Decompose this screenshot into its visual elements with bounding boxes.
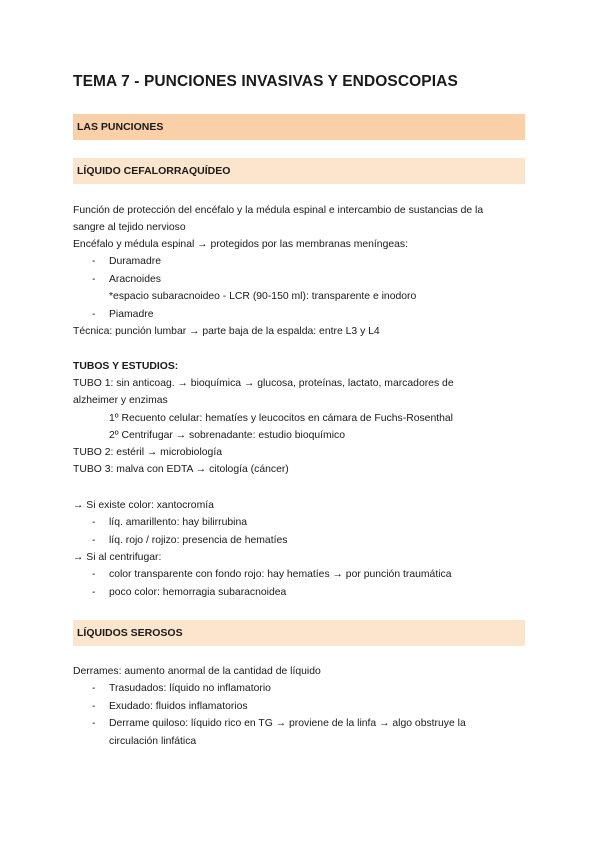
tubo1-step-1: 1º Recuento celular: hematíes y leucocitos en cámara de Fuchs-Rosenthal xyxy=(109,413,453,424)
serosos-item-trasudados: Trasudados: líquido no inflamatorio xyxy=(109,683,271,694)
centrifugar-item-poco-color: poco color: hemorragia subaracnoidea xyxy=(109,587,287,598)
tubo2-line: TUBO 2: estéril → microbiología xyxy=(73,447,222,458)
list-bullet: - xyxy=(92,274,96,285)
color-intro: → Si existe color: xantocromía xyxy=(73,500,214,511)
list-item-aracnoides: Aracnoides xyxy=(109,274,161,285)
list-bullet: - xyxy=(92,718,96,729)
section-header-serosos: LÍQUIDOS SEROSOS xyxy=(73,620,525,646)
serosos-item-exudado: Exudado: fluidos inflamatorios xyxy=(109,701,248,712)
list-bullet: - xyxy=(92,683,96,694)
centrifugar-item-transparente: color transparente con fondo rojo: hay hematíes → por punción traumática xyxy=(109,569,452,580)
tubo1-step-2: 2º Centrifugar → sobrenadante: estudio bioquímico xyxy=(109,430,345,441)
color-item-amarillento: líq. amarillento: hay bilirrubina xyxy=(109,517,248,528)
list-bullet: - xyxy=(92,587,96,598)
lcr-intro-line-2: sangre al tejido nervioso xyxy=(73,222,186,233)
list-bullet: - xyxy=(92,569,96,580)
meninges-intro: Encéfalo y médula espinal → protegidos por las membranas meníngeas: xyxy=(73,239,408,250)
centrifugar-intro: → Si al centrifugar: xyxy=(73,552,162,563)
list-bullet: - xyxy=(92,517,96,528)
tubo3-line: TUBO 3: malva con EDTA → citología (cáncer) xyxy=(73,464,289,475)
list-bullet: - xyxy=(92,256,96,267)
list-item-piamadre: Piamadre xyxy=(109,309,154,320)
tubo1-line-1: TUBO 1: sin anticoag. → bioquímica → glucosa, proteínas, lactato, marcadores de xyxy=(73,378,454,389)
espacio-note: *espacio subaracnoideo - LCR (90-150 ml): transparente e inodoro xyxy=(109,291,417,302)
list-item-duramadre: Duramadre xyxy=(109,256,161,267)
list-bullet: - xyxy=(92,701,96,712)
page-title: TEMA 7 - PUNCIONES INVASIVAS Y ENDOSCOPIAS xyxy=(73,73,458,90)
tubos-heading: TUBOS Y ESTUDIOS: xyxy=(73,361,179,372)
section-header-punciones: LAS PUNCIONES xyxy=(73,114,525,140)
serosos-item-quiloso-cont: circulación linfática xyxy=(109,736,197,747)
color-item-rojo: líq. rojo / rojizo: presencia de hematíes xyxy=(109,535,288,546)
list-bullet: - xyxy=(92,309,96,320)
tecnica-line: Técnica: punción lumbar → parte baja de la espalda: entre L3 y L4 xyxy=(73,326,380,337)
serosos-item-quiloso: Derrame quiloso: líquido rico en TG → proviene de la linfa → algo obstruye la xyxy=(109,718,466,729)
section-header-lcr: LÍQUIDO CEFALORRAQUÍDEO xyxy=(73,158,525,184)
lcr-intro-line-1: Función de protección del encéfalo y la médula espinal e intercambio de sustancias de la xyxy=(73,205,484,216)
list-bullet: - xyxy=(92,535,96,546)
serosos-intro: Derrames: aumento anormal de la cantidad de líquido xyxy=(73,666,321,677)
tubo1-line-2: alzheimer y enzimas xyxy=(73,395,168,406)
